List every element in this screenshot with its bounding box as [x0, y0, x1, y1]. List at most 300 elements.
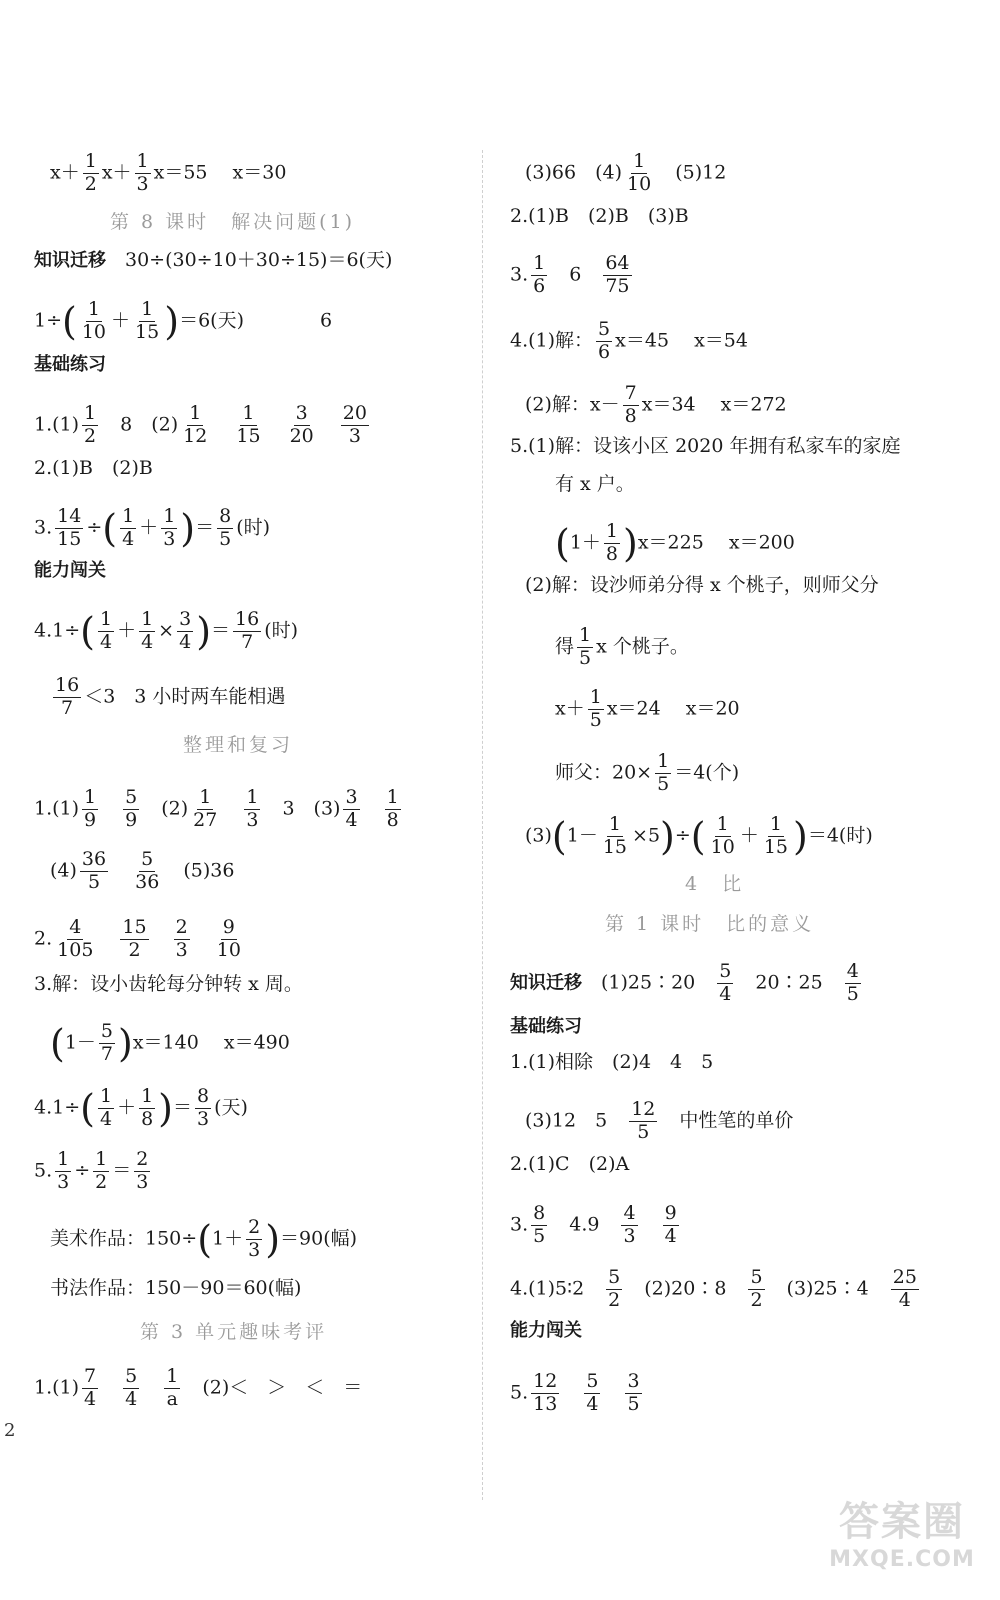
text: ＝4(时)	[807, 824, 873, 847]
answer-line	[525, 384, 787, 427]
text	[101, 797, 120, 819]
numerator: 5	[125, 1365, 138, 1387]
big-paren: )	[196, 609, 212, 654]
big-paren: (	[690, 814, 706, 859]
denominator: 10	[216, 938, 241, 961]
fraction	[82, 404, 98, 447]
text: 20∶25	[736, 971, 842, 994]
fraction	[288, 404, 316, 447]
text: x＋	[50, 161, 80, 184]
text: (5)36	[164, 859, 235, 882]
numerator: 2	[175, 916, 188, 938]
text	[152, 927, 171, 949]
numerator: 1	[605, 520, 619, 542]
denominator: 10	[81, 320, 107, 343]
text: 1÷	[34, 309, 63, 332]
text: 中性笔的单价	[660, 1109, 794, 1132]
denominator: 3	[136, 172, 149, 195]
denominator: 4	[99, 630, 113, 653]
fraction	[762, 815, 790, 858]
text: (2)解：设沙师弟分得 x 个桃子，则师父分	[525, 574, 879, 596]
numerator: 1	[716, 813, 729, 835]
page-number: 2	[4, 1420, 16, 1441]
denominator: 5	[637, 1120, 650, 1143]
text: x＋	[101, 161, 132, 184]
answer-line	[510, 1152, 629, 1176]
text: ＝	[211, 619, 231, 642]
denominator: 10	[710, 835, 735, 858]
text: ×5	[632, 824, 661, 847]
fraction	[341, 404, 369, 447]
answer-line	[50, 676, 285, 719]
denominator: 5	[846, 982, 859, 1005]
text: 第 3 单元趣味考评	[140, 1321, 328, 1343]
denominator: 2	[608, 1288, 621, 1311]
numerator: 1	[657, 750, 670, 772]
numerator: 5	[598, 318, 611, 340]
numerator: 1	[84, 150, 97, 172]
fraction	[623, 384, 639, 427]
answer-line	[510, 1014, 582, 1039]
answer-line	[50, 152, 286, 195]
denominator: 7	[100, 1042, 114, 1065]
answer-line	[34, 300, 332, 343]
numerator: 1	[579, 624, 592, 646]
fraction	[83, 152, 99, 195]
text: 1－	[64, 1031, 96, 1054]
numerator: 5	[141, 848, 154, 870]
text: 1.(1)相除 (2)4 4 5	[510, 1051, 714, 1073]
text: ＝	[195, 516, 215, 539]
text: 8 (2)	[101, 413, 179, 436]
numerator: 4	[846, 960, 859, 982]
denominator: 3	[175, 938, 188, 961]
fraction	[588, 688, 604, 731]
text	[319, 413, 338, 435]
big-paren: )	[158, 1086, 173, 1131]
text: 2.(1)B (2)B (3)B	[510, 205, 689, 227]
numerator: 1	[141, 298, 154, 320]
fraction	[134, 1150, 150, 1193]
fraction	[177, 610, 193, 653]
numerator: 20	[342, 402, 367, 424]
fraction	[531, 254, 547, 297]
denominator: 3	[197, 1107, 210, 1130]
answer-line	[555, 752, 739, 795]
answer-line	[34, 248, 392, 273]
denominator: 75	[605, 274, 630, 297]
numerator: 1	[87, 298, 100, 320]
text: x＝225 x＝200	[637, 531, 795, 554]
text: ＜3 3 小时两车能相遇	[84, 685, 286, 708]
denominator: 4	[141, 630, 154, 653]
denominator: 4	[99, 1107, 113, 1130]
fraction	[606, 1268, 622, 1311]
denominator: 5	[589, 708, 602, 731]
fraction	[139, 610, 155, 653]
big-paren: (	[197, 1217, 213, 1262]
numerator: 8	[533, 1202, 546, 1224]
answer-line	[555, 472, 635, 496]
fraction	[135, 152, 151, 195]
big-paren: (	[80, 609, 95, 654]
numerator: 8	[219, 505, 232, 527]
fraction	[120, 507, 136, 550]
text: (4)	[50, 859, 77, 882]
text: (2)解：x－	[525, 393, 620, 416]
text: ＋	[111, 309, 131, 332]
text: 1－	[566, 824, 598, 847]
text: x＝24 x＝20	[606, 697, 740, 720]
denominator: 4	[345, 808, 358, 831]
text: 5.	[34, 1159, 53, 1182]
fraction	[748, 1268, 764, 1311]
text: ×	[158, 619, 175, 642]
text: 4.(1)5∶2	[510, 1277, 604, 1300]
text	[266, 413, 285, 435]
answer-line	[34, 352, 106, 377]
text: 3 (3)	[263, 797, 341, 820]
answer-line	[510, 254, 635, 297]
numerator: 1	[163, 505, 176, 527]
text: x＝34 x＝272	[641, 393, 787, 416]
fraction	[621, 1204, 637, 1247]
denominator: 36	[135, 870, 160, 893]
text: 4 比	[685, 873, 745, 895]
section-heading: 知识迁移	[510, 972, 582, 994]
section-heading: 基础练习	[510, 1016, 582, 1037]
answer-line	[34, 1087, 248, 1130]
big-paren: )	[623, 521, 638, 566]
numerator: 1	[589, 686, 602, 708]
text: (5)12	[656, 161, 727, 184]
fraction	[55, 1150, 71, 1193]
numerator: 9	[664, 1202, 677, 1224]
fraction	[139, 1087, 155, 1130]
text: 3.	[510, 263, 529, 286]
answer-line	[34, 507, 270, 550]
text: 3.解：设小齿轮每分钟转 x 周。	[34, 973, 303, 995]
fraction	[596, 320, 612, 363]
text: 6	[550, 263, 601, 286]
answer-line	[34, 1367, 362, 1410]
text: x＋	[555, 697, 585, 720]
numerator: 1	[141, 608, 154, 630]
answer-line	[525, 573, 879, 597]
answer-line	[605, 912, 814, 936]
denominator: 5	[657, 772, 670, 795]
numerator: 64	[605, 252, 630, 274]
numerator: 1	[608, 813, 621, 835]
text: 2.(1)C (2)A	[510, 1153, 630, 1175]
denominator: 2	[750, 1288, 763, 1311]
fraction	[845, 962, 861, 1005]
text	[641, 1213, 660, 1235]
text	[562, 1381, 581, 1403]
denominator: 3	[248, 1238, 261, 1261]
text: (2)	[142, 797, 189, 820]
answer-line	[34, 456, 153, 480]
numerator: 1	[242, 402, 255, 424]
text: ＝90(幅)	[280, 1227, 358, 1250]
text: 书法作品：150－90＝60(幅)	[50, 1277, 302, 1299]
numerator: 5	[719, 960, 732, 982]
answer-line	[183, 733, 293, 757]
fraction	[120, 918, 148, 961]
denominator: 8	[624, 404, 637, 427]
numerator: 1	[84, 402, 97, 424]
denominator: 4	[122, 527, 135, 550]
text: ＋	[739, 824, 759, 847]
numerator: 16	[55, 674, 80, 696]
text: (3)25∶4	[767, 1277, 888, 1300]
fraction	[531, 1204, 547, 1247]
big-paren: (	[555, 521, 570, 566]
answer-line	[50, 1218, 357, 1261]
text: 3.	[510, 1213, 529, 1236]
denominator: 5	[219, 527, 232, 550]
fraction	[577, 626, 593, 669]
watermark-main: 答案圈	[839, 1499, 965, 1545]
text: 1.(1)	[34, 1376, 80, 1399]
text: (时)	[264, 619, 299, 642]
answer-line	[34, 788, 404, 831]
denominator: 7	[61, 696, 74, 719]
fraction	[603, 254, 631, 297]
fraction	[233, 610, 261, 653]
fraction	[234, 404, 262, 447]
denominator: 15	[236, 424, 261, 447]
denominator: 6	[533, 274, 546, 297]
big-paren: )	[164, 299, 180, 344]
denominator: 3	[623, 1224, 636, 1247]
big-paren: )	[265, 1217, 281, 1262]
numerator: 3	[345, 786, 358, 808]
numerator: 5	[750, 1266, 763, 1288]
denominator: 8	[605, 542, 619, 565]
answer-line	[525, 815, 873, 858]
answer-line	[34, 1150, 153, 1193]
answer-line	[510, 434, 900, 458]
text	[363, 797, 382, 819]
numerator: 3	[179, 608, 192, 630]
text: 第 8 课时 解决问题(1)	[110, 211, 356, 233]
denominator: 13	[533, 1392, 558, 1415]
text: 师父：20×	[555, 761, 653, 784]
answer-line	[50, 1022, 290, 1065]
denominator: 12	[183, 424, 208, 447]
denominator: 3	[136, 1170, 149, 1193]
denominator: 10	[627, 172, 652, 195]
denominator: 3	[246, 808, 259, 831]
section-heading: 知识迁移	[34, 250, 106, 271]
denominator: 6	[598, 340, 611, 363]
fraction	[531, 1372, 559, 1415]
answer-line	[34, 404, 372, 447]
numerator: 1	[141, 1085, 154, 1107]
text: 整理和复习	[183, 734, 294, 756]
numerator: 16	[235, 608, 260, 630]
fraction	[98, 610, 114, 653]
fraction	[709, 815, 737, 858]
text: ＋	[139, 516, 159, 539]
fraction	[164, 1367, 180, 1410]
denominator: 105	[57, 938, 94, 961]
numerator: 1	[84, 786, 97, 808]
denominator: 3	[57, 1170, 70, 1193]
numerator: 12	[631, 1098, 656, 1120]
answer-line	[685, 872, 744, 896]
denominator: 8	[386, 808, 399, 831]
big-paren: )	[793, 814, 808, 859]
text: x＝55 x＝30	[153, 161, 287, 184]
fraction	[244, 788, 260, 831]
denominator: 4	[898, 1288, 911, 1311]
numerator: 1	[246, 786, 259, 808]
answer-line	[510, 1372, 645, 1415]
text: 有 x 户。	[555, 473, 635, 495]
text: 得	[555, 635, 575, 658]
fraction	[82, 788, 98, 831]
fraction	[891, 1268, 919, 1311]
text: 2.(1)B (2)B	[34, 457, 153, 479]
fraction	[343, 788, 359, 831]
numerator: 1	[386, 786, 399, 808]
fraction	[80, 300, 108, 343]
fraction	[80, 850, 108, 893]
denominator: 5	[627, 1392, 640, 1415]
text: ＝4(个)	[674, 761, 740, 784]
numerator: 1	[166, 1365, 179, 1387]
denominator: 15	[135, 320, 160, 343]
text: ÷	[674, 824, 691, 847]
text: 第 1 课时 比的意义	[605, 913, 815, 935]
numerator: 14	[57, 505, 82, 527]
text: 1.(1)	[34, 797, 80, 820]
denominator: 5	[533, 1224, 546, 1247]
text: 30÷(30÷10＋30÷15)＝6(天)	[106, 249, 393, 271]
section-heading: 能力闯关	[34, 560, 106, 581]
text	[212, 413, 231, 435]
numerator: 1	[533, 252, 546, 274]
fraction	[133, 300, 161, 343]
text: (天)	[214, 1096, 248, 1119]
numerator: 7	[624, 382, 637, 404]
answer-line	[110, 210, 355, 234]
denominator: 4	[586, 1392, 599, 1415]
numerator: 1	[189, 402, 202, 424]
fraction	[98, 1087, 114, 1130]
fraction	[604, 522, 620, 565]
answer-line	[140, 1320, 327, 1344]
fraction	[181, 404, 209, 447]
denominator: 2	[84, 424, 97, 447]
numerator: 1	[95, 1148, 108, 1170]
numerator: 7	[84, 1365, 97, 1387]
numerator: 12	[533, 1370, 558, 1392]
denominator: 20	[289, 424, 314, 447]
text: ＋	[117, 619, 137, 642]
numerator: 1	[99, 1085, 113, 1107]
numerator: 5	[125, 786, 138, 808]
text: ＝	[112, 1159, 132, 1182]
fraction	[191, 788, 219, 831]
numerator: 3	[295, 402, 308, 424]
denominator: 3	[163, 527, 176, 550]
denominator: 3	[348, 424, 361, 447]
text: (1)25∶20	[582, 971, 715, 994]
watermark	[812, 1490, 992, 1572]
numerator: 5	[586, 1370, 599, 1392]
fraction	[601, 815, 629, 858]
watermark-site: MXQE.COM	[829, 1547, 975, 1572]
answer-line	[555, 688, 740, 731]
answer-line	[50, 1276, 301, 1300]
text: 4.9	[550, 1213, 619, 1236]
denominator: 8	[141, 1107, 154, 1130]
big-paren: (	[80, 1086, 95, 1131]
numerator: 1	[769, 813, 782, 835]
fraction	[625, 1372, 641, 1415]
text: 5.(1)解：设该小区 2020 年拥有私家车的家庭	[510, 435, 901, 457]
fraction	[215, 918, 243, 961]
answer-line	[510, 962, 864, 1005]
text	[222, 797, 241, 819]
answer-line	[34, 610, 298, 653]
answer-line	[34, 972, 303, 996]
section-heading: 基础练习	[34, 354, 106, 375]
text: x＝45 x＝54	[615, 329, 748, 352]
answer-line	[525, 1100, 793, 1143]
text: 3.	[34, 516, 53, 539]
text: (3)12 5	[525, 1109, 627, 1132]
denominator: 4	[179, 630, 192, 653]
fraction	[53, 676, 81, 719]
denominator: 15	[763, 835, 789, 858]
denominator: 4	[84, 1387, 97, 1410]
fraction	[123, 788, 139, 831]
denominator: 2	[95, 1170, 108, 1193]
fraction	[717, 962, 733, 1005]
numerator: 1	[136, 150, 149, 172]
denominator: 27	[193, 808, 218, 831]
text: (3)66 (4)	[525, 161, 623, 184]
text: 2.	[34, 927, 53, 950]
fraction	[174, 918, 190, 961]
answer-line	[34, 918, 246, 961]
big-paren: (	[62, 299, 77, 344]
fraction	[99, 1022, 115, 1065]
denominator: 2	[84, 172, 97, 195]
text: ÷	[86, 516, 103, 539]
answer-line	[525, 152, 726, 195]
answer-line	[34, 558, 106, 583]
fraction	[584, 1372, 600, 1415]
text	[98, 927, 117, 949]
denominator: 9	[125, 808, 138, 831]
answer-line	[510, 1050, 713, 1074]
column-divider	[482, 150, 483, 1500]
numerator: 1	[199, 786, 212, 808]
denominator: 5	[87, 870, 101, 893]
text	[101, 1376, 120, 1398]
text: ＋	[117, 1096, 137, 1119]
text: 4.1÷	[34, 1096, 81, 1119]
text	[603, 1381, 622, 1403]
answer-line	[510, 1204, 682, 1247]
fraction	[385, 788, 401, 831]
fraction	[217, 507, 233, 550]
